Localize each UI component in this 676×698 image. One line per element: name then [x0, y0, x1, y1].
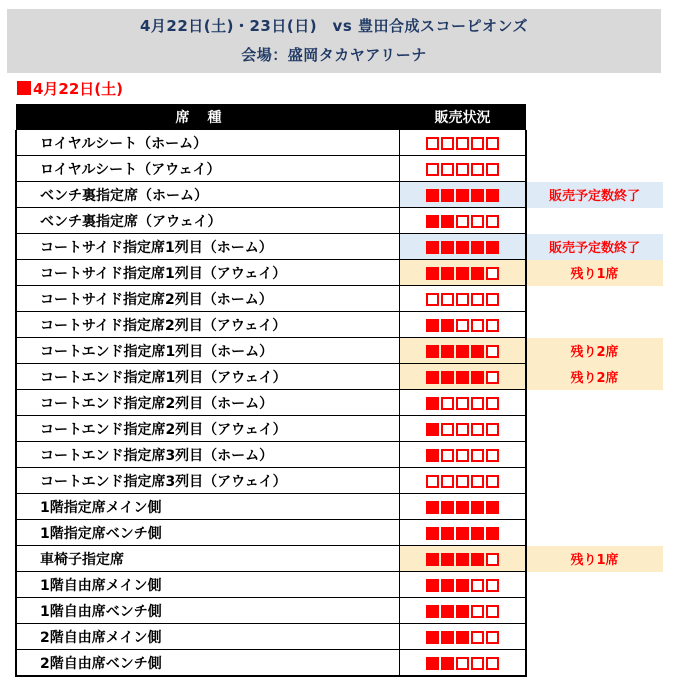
empty-square-icon — [471, 605, 484, 618]
filled-square-icon — [441, 553, 454, 566]
status-note — [526, 520, 663, 546]
empty-square-icon — [426, 475, 439, 488]
filled-square-icon — [426, 423, 439, 436]
table-row — [16, 624, 663, 650]
status-note — [526, 286, 663, 312]
filled-square-icon — [426, 553, 439, 566]
empty-square-icon — [471, 657, 484, 670]
empty-square-icon — [471, 215, 484, 228]
filled-square-icon — [456, 579, 469, 592]
empty-square-icon — [426, 163, 439, 176]
filled-square-icon — [426, 631, 439, 644]
filled-square-icon — [456, 501, 469, 514]
status-note: 残り2席 — [526, 364, 663, 390]
table-row — [16, 312, 663, 338]
filled-square-icon — [426, 397, 439, 410]
filled-square-icon — [456, 189, 469, 202]
seat-name: ロイヤルシート（ホーム） — [16, 130, 399, 156]
col-sales-status: 販売状況 — [399, 104, 526, 130]
status-note — [526, 390, 663, 416]
empty-square-icon — [486, 553, 499, 566]
empty-square-icon — [486, 423, 499, 436]
filled-square-icon — [441, 579, 454, 592]
filled-square-icon — [471, 189, 484, 202]
seat-name: ベンチ裏指定席（アウェイ） — [16, 208, 399, 234]
status-note — [526, 650, 663, 677]
availability-indicator — [399, 468, 526, 494]
table-row — [16, 338, 663, 364]
section-date: 4月22日(土) — [33, 80, 124, 98]
table-header — [16, 104, 663, 130]
status-note: 販売予定数終了 — [526, 182, 663, 208]
filled-square-icon — [426, 241, 439, 254]
filled-square-icon — [441, 527, 454, 540]
seat-name: コートエンド指定席1列目（ホーム） — [16, 338, 399, 364]
availability-indicator — [399, 390, 526, 416]
empty-square-icon — [441, 475, 454, 488]
filled-square-icon — [426, 215, 439, 228]
availability-indicator — [399, 286, 526, 312]
table-row — [16, 260, 663, 286]
filled-square-icon — [441, 501, 454, 514]
seat-name: ベンチ裏指定席（ホーム） — [16, 182, 399, 208]
availability-indicator — [399, 208, 526, 234]
seat-name: コートサイド指定席2列目（アウェイ） — [16, 312, 399, 338]
filled-square-icon — [426, 319, 439, 332]
seat-name: 1階自由席メイン側 — [16, 572, 399, 598]
filled-square-icon — [441, 215, 454, 228]
filled-square-icon — [441, 631, 454, 644]
venue: 会場：盛岡タカヤアリーナ — [241, 46, 427, 64]
filled-square-icon — [486, 189, 499, 202]
seat-name: コートエンド指定席2列目（アウェイ） — [16, 416, 399, 442]
empty-square-icon — [456, 475, 469, 488]
filled-square-icon — [471, 345, 484, 358]
table-row — [16, 416, 663, 442]
filled-square-icon — [426, 605, 439, 618]
filled-square-icon — [441, 605, 454, 618]
table-row — [16, 390, 663, 416]
status-note — [526, 598, 663, 624]
filled-square-icon — [456, 527, 469, 540]
filled-square-icon — [471, 527, 484, 540]
empty-square-icon — [471, 163, 484, 176]
filled-square-icon — [426, 449, 439, 462]
empty-square-icon — [456, 657, 469, 670]
empty-square-icon — [456, 449, 469, 462]
filled-square-icon — [441, 345, 454, 358]
table-row — [16, 130, 663, 156]
seat-name: 1階指定席メイン側 — [16, 494, 399, 520]
availability-indicator — [399, 650, 526, 677]
status-note — [526, 624, 663, 650]
filled-square-icon — [441, 371, 454, 384]
status-note: 販売予定数終了 — [526, 234, 663, 260]
filled-square-icon — [456, 605, 469, 618]
status-note — [526, 416, 663, 442]
empty-square-icon — [471, 631, 484, 644]
empty-square-icon — [486, 163, 499, 176]
availability-indicator — [399, 156, 526, 182]
empty-square-icon — [486, 137, 499, 150]
status-note — [526, 572, 663, 598]
seat-name: 1階指定席ベンチ側 — [16, 520, 399, 546]
filled-square-icon — [441, 267, 454, 280]
empty-square-icon — [486, 215, 499, 228]
empty-square-icon — [486, 293, 499, 306]
availability-indicator — [399, 546, 526, 572]
filled-square-icon — [456, 553, 469, 566]
seat-name: コートエンド指定席3列目（ホーム） — [16, 442, 399, 468]
table-body — [16, 130, 663, 676]
availability-indicator — [399, 338, 526, 364]
table-row — [16, 182, 663, 208]
event-banner — [7, 9, 661, 73]
square-bullet-icon — [17, 81, 31, 95]
status-note — [526, 468, 663, 494]
availability-indicator — [399, 260, 526, 286]
empty-square-icon — [456, 215, 469, 228]
empty-square-icon — [456, 293, 469, 306]
filled-square-icon — [441, 319, 454, 332]
seat-name: コートサイド指定席1列目（アウェイ） — [16, 260, 399, 286]
empty-square-icon — [441, 397, 454, 410]
empty-square-icon — [441, 137, 454, 150]
empty-square-icon — [486, 475, 499, 488]
table-row — [16, 572, 663, 598]
empty-square-icon — [441, 449, 454, 462]
seat-name: 2階自由席ベンチ側 — [16, 650, 399, 677]
seat-status-table — [15, 104, 664, 677]
table-row — [16, 598, 663, 624]
status-note — [526, 312, 663, 338]
filled-square-icon — [441, 241, 454, 254]
filled-square-icon — [426, 501, 439, 514]
filled-square-icon — [486, 241, 499, 254]
availability-indicator — [399, 182, 526, 208]
table-row — [16, 364, 663, 390]
filled-square-icon — [456, 267, 469, 280]
empty-square-icon — [486, 267, 499, 280]
status-note — [526, 442, 663, 468]
empty-square-icon — [486, 345, 499, 358]
table-row — [16, 650, 663, 677]
filled-square-icon — [426, 527, 439, 540]
availability-indicator — [399, 442, 526, 468]
filled-square-icon — [426, 267, 439, 280]
table-row — [16, 442, 663, 468]
empty-square-icon — [471, 319, 484, 332]
empty-square-icon — [486, 631, 499, 644]
availability-indicator — [399, 520, 526, 546]
filled-square-icon — [426, 371, 439, 384]
empty-square-icon — [441, 423, 454, 436]
table-row — [16, 546, 663, 572]
availability-indicator — [399, 234, 526, 260]
filled-square-icon — [426, 345, 439, 358]
empty-square-icon — [471, 293, 484, 306]
filled-square-icon — [471, 553, 484, 566]
empty-square-icon — [441, 293, 454, 306]
filled-square-icon — [441, 657, 454, 670]
seat-name: コートエンド指定席2列目（ホーム） — [16, 390, 399, 416]
seat-name: コートサイド指定席1列目（ホーム） — [16, 234, 399, 260]
empty-square-icon — [486, 579, 499, 592]
filled-square-icon — [471, 241, 484, 254]
table-row — [16, 286, 663, 312]
table-row — [16, 468, 663, 494]
empty-square-icon — [471, 475, 484, 488]
filled-square-icon — [441, 189, 454, 202]
availability-indicator — [399, 598, 526, 624]
empty-square-icon — [456, 397, 469, 410]
filled-square-icon — [426, 579, 439, 592]
filled-square-icon — [456, 241, 469, 254]
empty-square-icon — [471, 423, 484, 436]
empty-square-icon — [441, 163, 454, 176]
table-row — [16, 520, 663, 546]
filled-square-icon — [456, 371, 469, 384]
empty-square-icon — [426, 293, 439, 306]
availability-indicator — [399, 624, 526, 650]
availability-indicator — [399, 572, 526, 598]
empty-square-icon — [486, 371, 499, 384]
filled-square-icon — [456, 345, 469, 358]
filled-square-icon — [471, 371, 484, 384]
seat-name: 1階自由席ベンチ側 — [16, 598, 399, 624]
availability-indicator — [399, 364, 526, 390]
empty-square-icon — [471, 449, 484, 462]
seat-name: コートエンド指定席1列目（アウェイ） — [16, 364, 399, 390]
empty-square-icon — [471, 397, 484, 410]
status-note — [526, 494, 663, 520]
availability-indicator — [399, 416, 526, 442]
empty-square-icon — [486, 319, 499, 332]
availability-indicator — [399, 130, 526, 156]
availability-indicator — [399, 494, 526, 520]
table-row — [16, 234, 663, 260]
seat-name: 2階自由席メイン側 — [16, 624, 399, 650]
seat-name: ロイヤルシート（アウェイ） — [16, 156, 399, 182]
empty-square-icon — [486, 397, 499, 410]
status-note — [526, 156, 663, 182]
empty-square-icon — [471, 579, 484, 592]
empty-square-icon — [471, 137, 484, 150]
status-note: 残り2席 — [526, 338, 663, 364]
empty-square-icon — [426, 137, 439, 150]
status-note: 残り1席 — [526, 546, 663, 572]
empty-square-icon — [456, 319, 469, 332]
filled-square-icon — [486, 501, 499, 514]
status-note: 残り1席 — [526, 260, 663, 286]
filled-square-icon — [426, 657, 439, 670]
empty-square-icon — [486, 605, 499, 618]
seat-name: コートエンド指定席3列目（アウェイ） — [16, 468, 399, 494]
empty-square-icon — [486, 657, 499, 670]
empty-square-icon — [456, 137, 469, 150]
availability-indicator — [399, 312, 526, 338]
section-title — [17, 78, 123, 99]
table-row — [16, 156, 663, 182]
filled-square-icon — [486, 527, 499, 540]
empty-square-icon — [486, 449, 499, 462]
empty-square-icon — [456, 423, 469, 436]
event-title: 4月22日(土)・23日(日) vs 豊田合成スコーピオンズ — [139, 17, 529, 35]
filled-square-icon — [426, 189, 439, 202]
filled-square-icon — [471, 501, 484, 514]
col-seat-type: 席種 — [16, 104, 399, 130]
filled-square-icon — [471, 267, 484, 280]
seat-name: コートサイド指定席2列目（ホーム） — [16, 286, 399, 312]
status-note — [526, 130, 663, 156]
status-note — [526, 208, 663, 234]
filled-square-icon — [456, 631, 469, 644]
table-row — [16, 494, 663, 520]
seat-name: 車椅子指定席 — [16, 546, 399, 572]
empty-square-icon — [456, 163, 469, 176]
table-row — [16, 208, 663, 234]
